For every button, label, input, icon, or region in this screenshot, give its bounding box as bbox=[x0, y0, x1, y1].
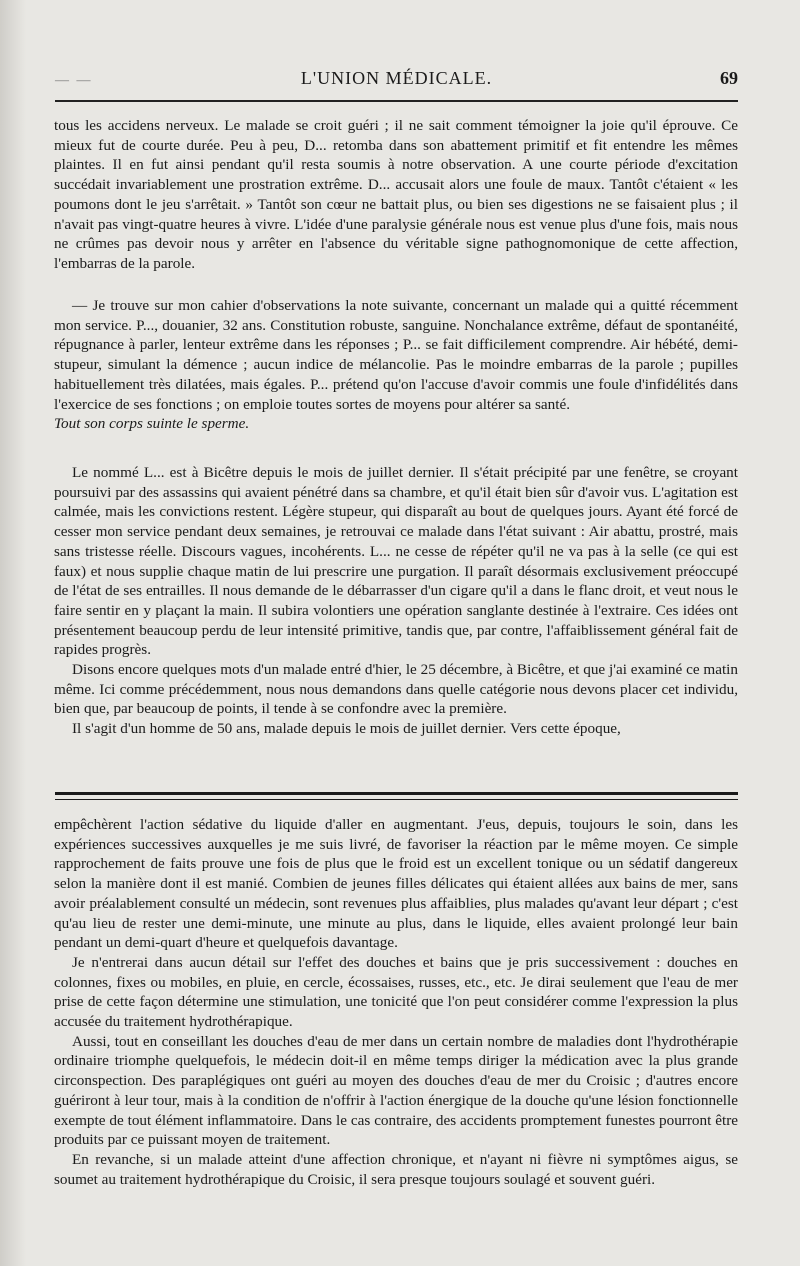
paragraph: tous les accidens nerveux. Le malade se croit guéri ; il ne sait comment témoigner la joie qu'il éprouve. Ce mieux fut de courte durée. Peu à peu, D... retomba dans son abattement primitif et fit entendre les mêmes plaintes. Il en fut ainsi pendant qu'il resta soumis à notre observation. A une courte période d'excitation succédait invariablement une prostration extrême. D... accusait alors une foule de maux. Tantôt c'étaient « les poumons dont le jeu s'arrêtait. » Tantôt son cœur ne battait plus, ou bien ses digestions ne se faisaient plus ; il n'avait pas vingt-quatre heures à vivre. L'idée d'une paralysie générale nous est venue plus d'une fois, mais nous ne crûmes pas devoir nous y arrêter en l'absence du véritable signe pathognomonique de cette affection, l'embarras de la parole. bbox=[54, 117, 738, 272]
paragraph: Aussi, tout en conseillant les douches d'eau de mer dans un certain nombre de maladies dont l'hydrothérapie ordinaire triomphe quelquefois, le médecin doit-il en même temps diriger la médication avec la plus grande circonspection. Des paraplégiques ont guéri au moyen des douches d'eau de mer du Croisic ; d'autres encore guériront à leur tour, mais à la condition de n'offrir à l'action énergique de la douche qu'une lésion fonctionnelle exempte de tout élément inflammatoire. Dans le cas contraire, des accidents promptement funestes pourront être produits par ce puissant moyen de traitement. bbox=[54, 1032, 738, 1149]
article-section-3 bbox=[54, 463, 738, 739]
header-dash: — — bbox=[55, 73, 93, 88]
journal-title: L'UNION MÉDICALE. bbox=[300, 68, 493, 88]
feuilleton-section bbox=[54, 815, 738, 1189]
paragraph: Je n'entrerai dans aucun détail sur l'effet des douches et bains que je pris successivement : douches en colonnes, fixes ou mobiles, en pluie, en cercle, écossaises, russes, etc., etc. Je dirai seulement que l'eau de mer prise de cette façon détermine une stimulation, une tonicité que l'on peut considérer comme l'expression la plus accusée du traitement hydrothérapique. bbox=[54, 953, 738, 1031]
paragraph: empêchèrent l'action sédative du liquide d'aller en augmentant. J'eus, depuis, toujours le soin, dans les expériences successives auxquelles je me suis livré, de favoriser la réaction par le même moyen. Ce simple rapprochement de faits prouve une fois de plus que le froid est un excellent tonique ou un sédatif dangereux selon la manière dont il est manié. Combien de jeunes filles délicates qui étaient allées aux bains de mer, sans avoir préalablement consulté un médecin, sont revenues plus affaiblies, plus malades qu'avant leur départ ; c'est qu'au lieu de rester une demi-minute, une minute au plus, dans le liquide, elles avaient prolongé leur bain pendant un demi-quart d'heure et quelquefois davantage. bbox=[54, 816, 738, 952]
paragraph: Il s'agit d'un homme de 50 ans, malade depuis le mois de juillet dernier. Vers cette époque, bbox=[72, 720, 621, 738]
header-rule bbox=[55, 100, 738, 102]
article-section-2 bbox=[54, 296, 738, 434]
paragraph: Disons encore quelques mots d'un malade entré d'hier, le 25 décembre, à Bicêtre, et que j'ai examiné ce matin même. Ici comme précédemment, nous nous demandons dans quelle catégorie nous devons placer cet individu, bien que, par beaucoup de points, il tende à se confondre avec la première. bbox=[54, 661, 738, 718]
paragraph: En revanche, si un malade atteint d'une affection chronique, et n'ayant ni fièvre ni symptômes aigus, se soumet au traitement hydrothérapique du Croisic, il sera presque toujours soulagé et souvent guéri. bbox=[54, 1150, 738, 1188]
italic-quote: Tout son corps suinte le sperme. bbox=[54, 415, 250, 433]
paragraph: — Je trouve sur mon cahier d'observations la note suivante, concernant un malade qui a quitté récemment mon service. P..., douanier, 32 ans. Constitution robuste, sanguine. Nonchalance extrême, défaut de spontanéité, répugnance à parler, lenteur extrême dans les réponses ; P... se fait difficilement comprendre. Air hébété, demi-stupeur, simulant la démence ; aucun indice de mélancolie. Pas le moindre embarras de la parole ; pupilles habituellement très dilatées, mais égales. P... prétend qu'on l'accuse d'avoir commis une foule d'infidélités dans l'exercice de ses fonctions ; on emploie toutes sortes de moyens pour altérer sa santé. bbox=[54, 297, 738, 413]
feuilleton-separator-rule bbox=[55, 792, 738, 800]
paragraph: Le nommé L... est à Bicêtre depuis le mois de juillet dernier. Il s'était précipité par une fenêtre, se croyant poursuivi par des assassins qui avaient pénétré dans sa chambre, et qu'il était bien sûr d'avoir vus. L'agitation est calmée, mais les convictions restent. Légère stupeur, qui disparaît au bout de quelques jours. Ayant été forcé de cesser mon service pendant deux semaines, je retrouvai ce malade dans l'état suivant : Air abattu, prostré, mais sans tristesse réelle. Discours vagues, incohérents. L... ne cesse de répéter qu'il ne va pas à la selle (ce qui est faux) et nous supplie chaque matin de lui prescrire une purgation. Il paraît désormais exclusivement préoccupé de l'état de ses entrailles. Il nous demande de le débarrasser d'un cigare qu'il a dans le flanc droit, et veut nous le faire sentir en y plaçant la main. Il subira volontiers une opération sanglante destinée à l'extraire. Ces idées ont présentement beaucoup perdu de leur intensité primitive, tandis que, par contre, l'affaiblissement général fait de rapides progrès. bbox=[54, 464, 738, 659]
running-header bbox=[55, 68, 738, 94]
article-section-1 bbox=[54, 116, 738, 274]
page-number: 69 bbox=[720, 68, 738, 88]
